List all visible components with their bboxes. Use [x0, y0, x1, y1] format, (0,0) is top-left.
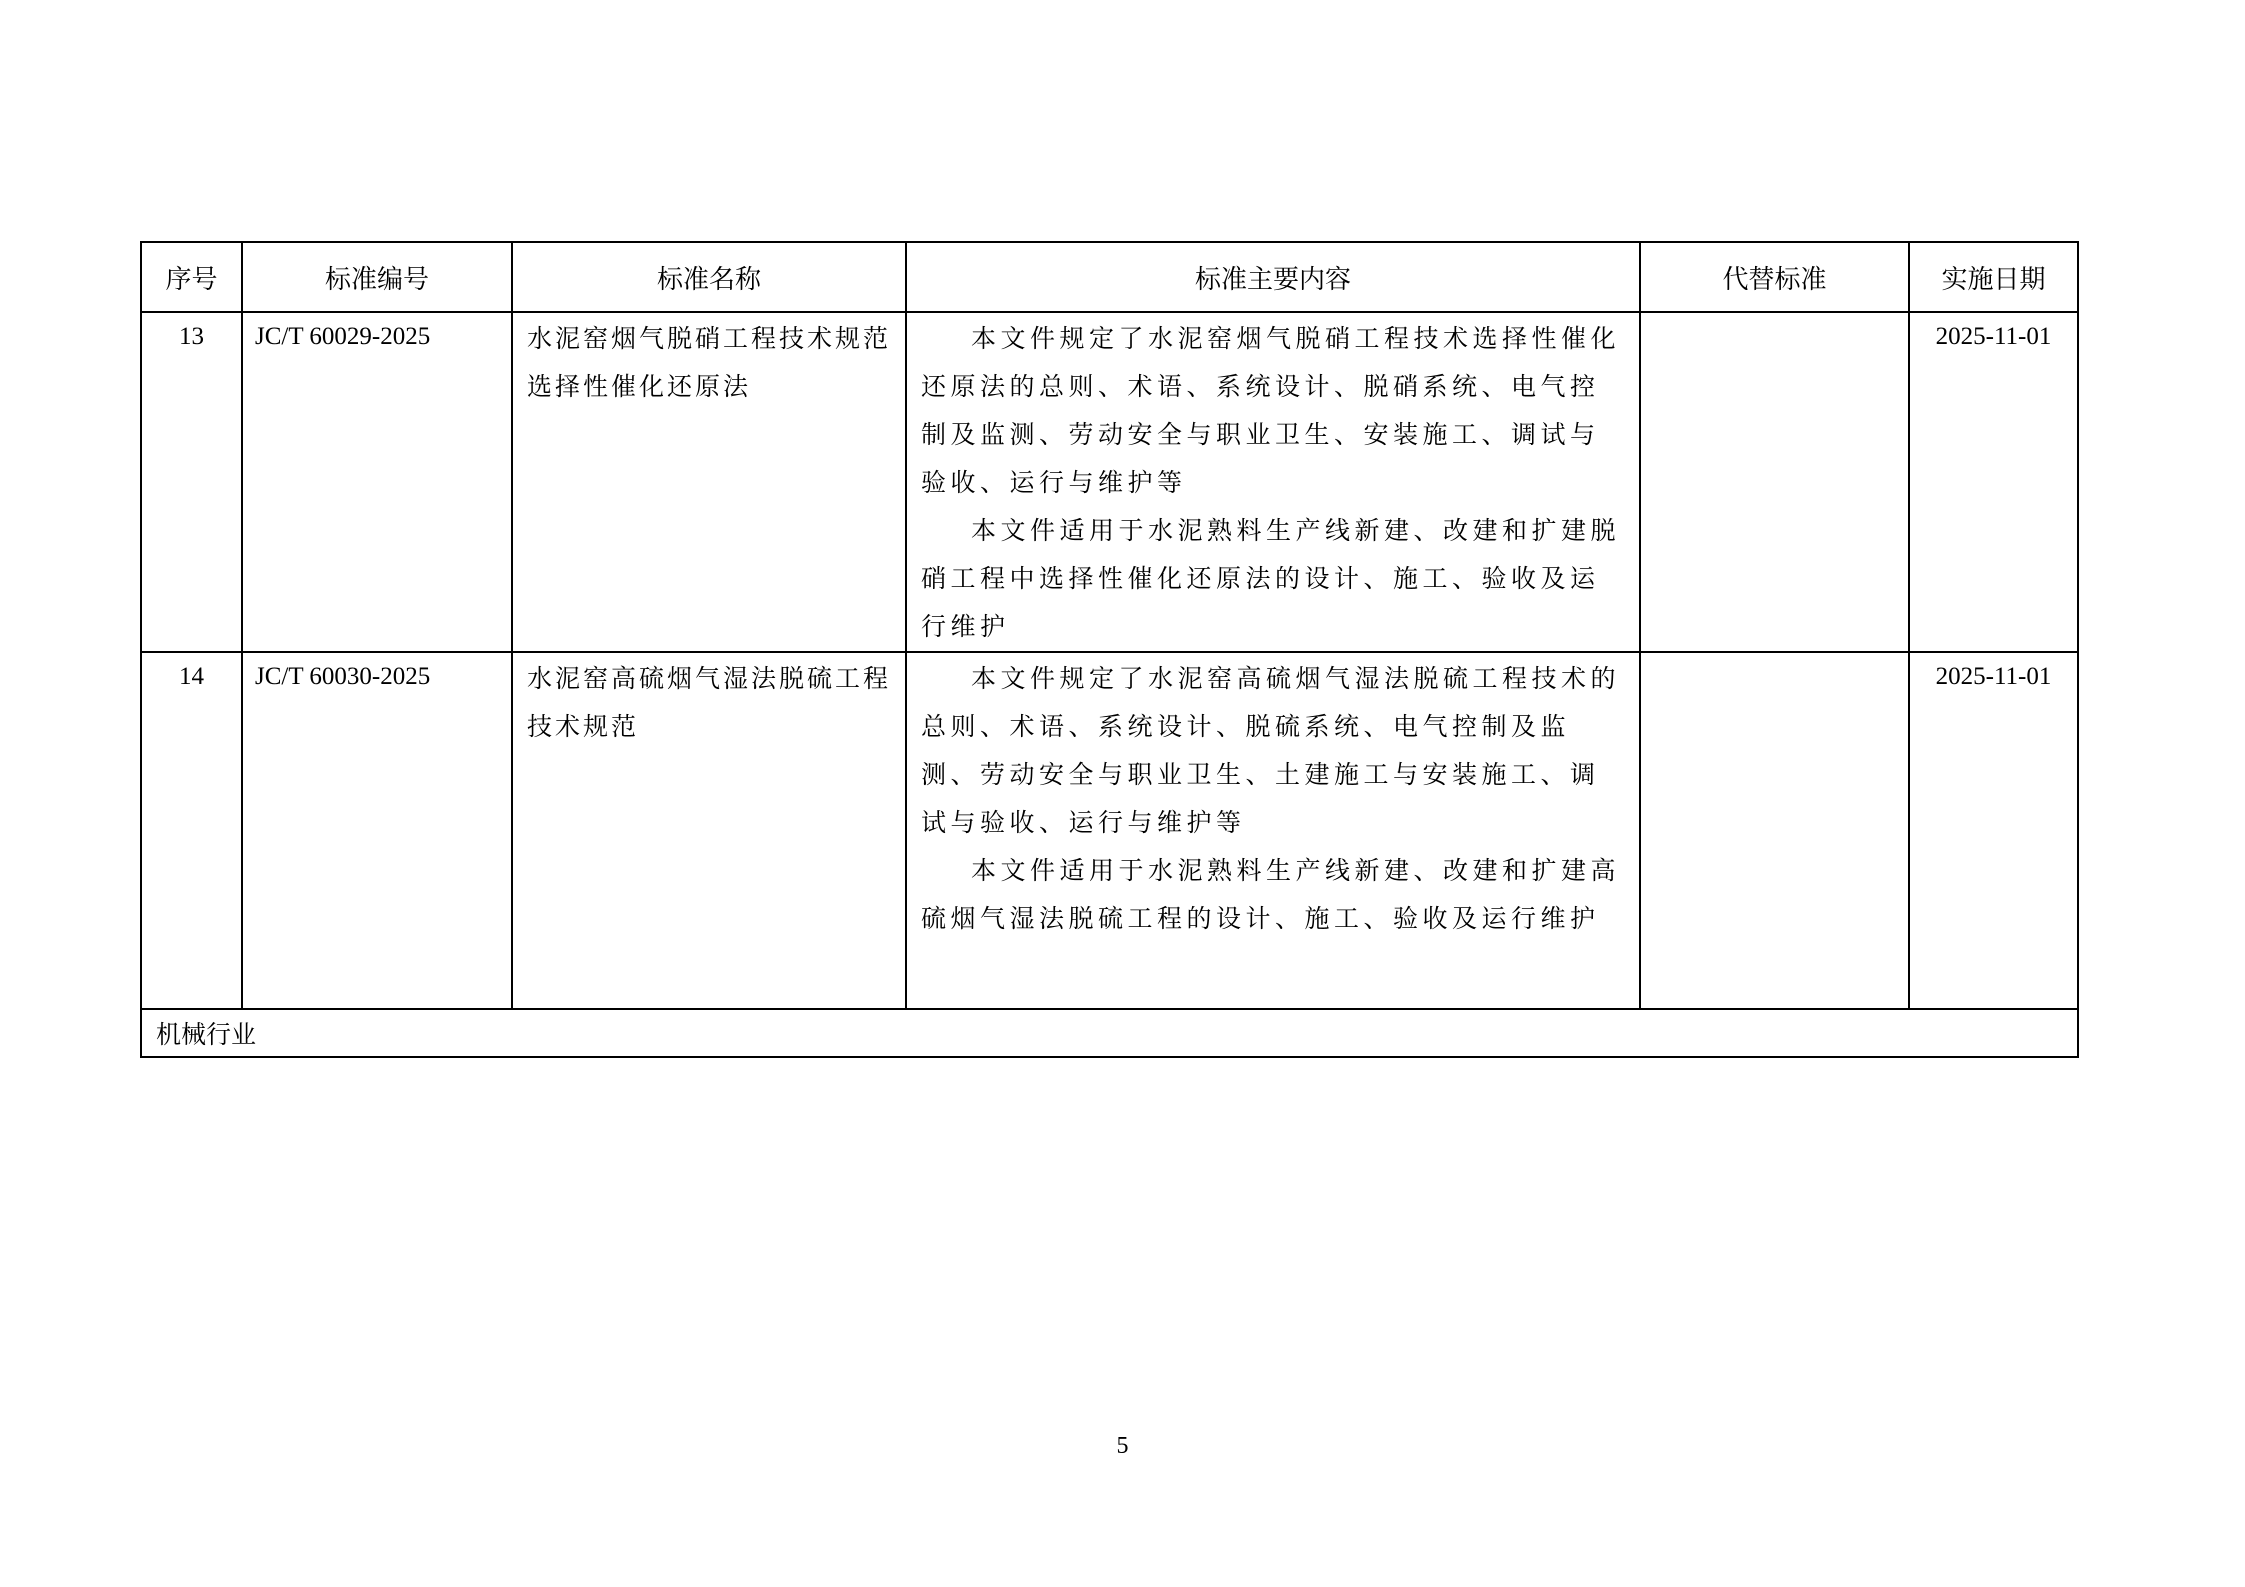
header-replaces: 代替标准 [1640, 242, 1909, 312]
table-row [141, 312, 2078, 652]
header-date: 实施日期 [1909, 242, 2078, 312]
content-paragraph-applicability: 本文件适用于水泥熟料生产线新建、改建和扩建高硫烟气湿法脱硫工程的设计、施工、验收及运行维护 [921, 856, 1621, 933]
content-paragraph-scope: 本文件规定了水泥窑高硫烟气湿法脱硫工程技术的总则、术语、系统设计、脱硫系统、电气控制及监测、劳动安全与职业卫生、土建施工与安装施工、调试与验收、运行与维护等 [921, 664, 1621, 837]
section-heading: 机械行业 [141, 1009, 2078, 1057]
row-seq: 13 [141, 312, 242, 652]
row-code: JC/T 60030-2025 [242, 652, 512, 1009]
row-date: 2025-11-01 [1909, 652, 2078, 1009]
row-content [906, 312, 1640, 652]
header-seq: 序号 [141, 242, 242, 312]
section-heading-row [141, 1009, 2078, 1057]
row-code: JC/T 60029-2025 [242, 312, 512, 652]
content-paragraph-scope: 本文件规定了水泥窑烟气脱硝工程技术选择性催化还原法的总则、术语、系统设计、脱硝系统、电气控制及监测、劳动安全与职业卫生、安装施工、调试与验收、运行与维护等 [921, 324, 1621, 497]
page-number: 5 [1116, 1433, 1129, 1459]
table-header-row [141, 242, 2078, 312]
row-date: 2025-11-01 [1909, 312, 2078, 652]
header-content: 标准主要内容 [906, 242, 1640, 312]
header-code: 标准编号 [242, 242, 512, 312]
table-row [141, 652, 2078, 1009]
row-name: 水泥窑高硫烟气湿法脱硫工程技术规范 [512, 652, 906, 1009]
row-name: 水泥窑烟气脱硝工程技术规范 选择性催化还原法 [512, 312, 906, 652]
row-seq: 14 [141, 652, 242, 1009]
standards-table [140, 241, 2079, 1058]
header-name: 标准名称 [512, 242, 906, 312]
row-replaces [1640, 312, 1909, 652]
content-paragraph-applicability: 本文件适用于水泥熟料生产线新建、改建和扩建脱硝工程中选择性催化还原法的设计、施工、验收及运行维护 [921, 516, 1621, 641]
row-replaces [1640, 652, 1909, 1009]
row-content [906, 652, 1640, 1009]
